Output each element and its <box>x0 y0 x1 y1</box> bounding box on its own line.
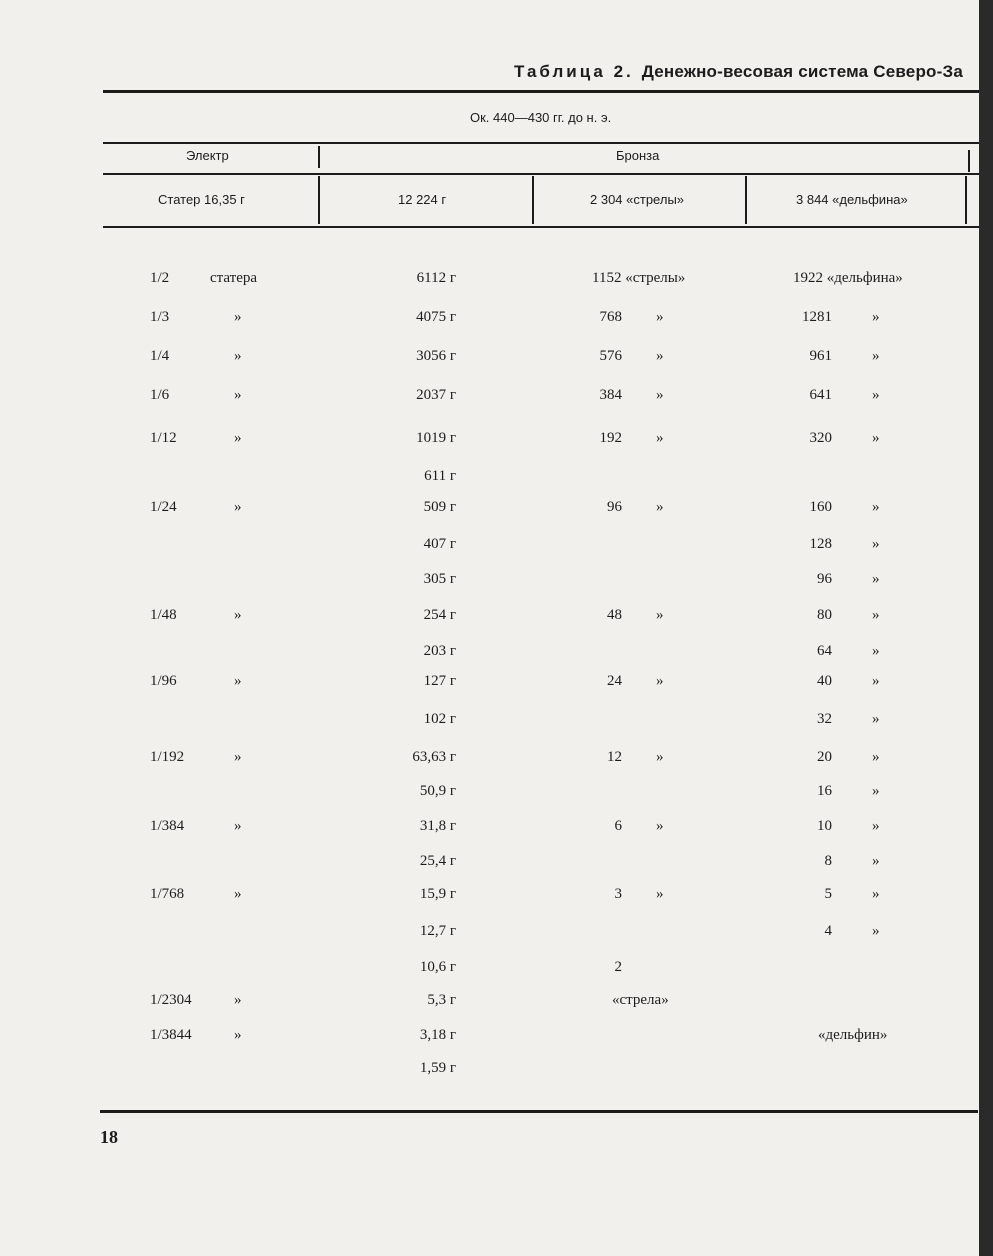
ditto-mark: » <box>234 348 242 364</box>
fraction-cell: 1/4 <box>150 348 170 364</box>
ditto-mark: » <box>656 348 664 364</box>
ditto-mark: » <box>234 499 242 515</box>
ditto-mark: » <box>234 886 242 902</box>
fraction-cell: 1/768 <box>150 886 185 902</box>
grams-cell: 611 г <box>424 468 456 484</box>
group-divider <box>318 146 320 168</box>
fraction-cell: 1/24 <box>150 499 177 515</box>
col-header-grams: 12 224 г <box>398 192 447 207</box>
header-divider-2 <box>532 176 534 224</box>
table-label: Таблица 2. <box>513 62 634 81</box>
ditto-mark: » <box>234 673 242 689</box>
fraction-cell: 1/96 <box>150 673 177 689</box>
grams-cell: 6112 г <box>416 270 456 286</box>
ditto-mark: » <box>872 853 880 869</box>
fraction-cell: 1/2 <box>150 270 170 286</box>
ditto-mark: » <box>234 387 242 403</box>
fraction-cell: 1/192 <box>150 749 185 765</box>
grams-cell: 2037 г <box>416 387 456 403</box>
grams-cell: 12,7 г <box>419 923 456 939</box>
arrows-cell: 3 <box>614 886 622 902</box>
ditto-mark: » <box>234 430 242 446</box>
ditto-mark: » <box>656 886 664 902</box>
bottom-rule <box>100 1110 978 1113</box>
group-bronze: Бронза <box>616 148 660 163</box>
dolphins-cell: 8 <box>824 853 832 869</box>
unit-word: статера <box>210 270 258 286</box>
period-rule <box>103 142 979 144</box>
ditto-mark: » <box>872 923 880 939</box>
dolphins-cell: 128 <box>809 536 832 552</box>
ditto-mark: » <box>872 749 880 765</box>
ditto-mark: » <box>872 711 880 727</box>
ditto-mark: » <box>234 1027 242 1043</box>
dolphins-cell: 5 <box>824 886 832 902</box>
ditto-mark: » <box>234 607 242 623</box>
dolphins-cell: 320 <box>809 430 832 446</box>
grams-cell: 509 г <box>423 499 456 515</box>
grams-cell: 305 г <box>423 571 456 587</box>
arrows-cell: 12 <box>607 749 622 765</box>
ditto-mark: » <box>656 499 664 515</box>
top-rule <box>103 90 979 93</box>
grams-cell: 10,6 г <box>419 959 456 975</box>
fraction-cell: 1/6 <box>150 387 170 403</box>
ditto-mark: » <box>656 309 664 325</box>
ditto-mark: » <box>234 818 242 834</box>
grams-cell: 254 г <box>423 607 456 623</box>
table-title <box>514 62 963 82</box>
arrows-cell: 2 <box>614 959 622 975</box>
ditto-mark: » <box>656 387 664 403</box>
ditto-mark: » <box>872 430 880 446</box>
arrows-cell: 1152 «стрелы» <box>592 270 686 286</box>
dolphins-cell: 160 <box>809 499 832 515</box>
dolphins-cell: 16 <box>817 783 832 799</box>
header-divider-1 <box>318 176 320 224</box>
arrows-cell: 576 <box>599 348 622 364</box>
ditto-mark: » <box>872 536 880 552</box>
dolphins-cell: 40 <box>817 673 832 689</box>
ditto-mark: » <box>656 673 664 689</box>
dolphins-cell: 961 <box>809 348 832 364</box>
dolphins-cell: 64 <box>817 643 832 659</box>
ditto-mark: » <box>872 818 880 834</box>
dolphins-cell: 641 <box>809 387 832 403</box>
dolphins-cell: 80 <box>817 607 832 623</box>
ditto-mark: » <box>234 749 242 765</box>
arrows-cell: 48 <box>607 607 622 623</box>
col-header-stater: Статер 16,35 г <box>158 192 245 207</box>
grams-cell: 1019 г <box>416 430 456 446</box>
grams-cell: 25,4 г <box>419 853 456 869</box>
dolphins-cell: 20 <box>817 749 832 765</box>
dolphins-cell: 1281 <box>802 309 832 325</box>
ditto-mark: » <box>872 387 880 403</box>
ditto-mark: » <box>872 783 880 799</box>
grams-cell: 50,9 г <box>419 783 456 799</box>
arrows-cell: 24 <box>607 673 622 689</box>
grams-cell: 15,9 г <box>419 886 456 902</box>
group-rule <box>103 173 979 175</box>
fraction-cell: 1/48 <box>150 607 177 623</box>
page-edge <box>979 0 993 1256</box>
ditto-mark: » <box>872 571 880 587</box>
col-header-dolphins: 3 844 «дельфина» <box>796 192 908 207</box>
grams-cell: 127 г <box>423 673 456 689</box>
ditto-mark: » <box>656 430 664 446</box>
arrows-cell: 768 <box>599 309 622 325</box>
header-divider-3 <box>745 176 747 224</box>
fraction-cell: 1/384 <box>150 818 185 834</box>
grams-cell: 31,8 г <box>419 818 456 834</box>
ditto-mark: » <box>872 499 880 515</box>
ditto-mark: » <box>872 607 880 623</box>
dolphins-cell: 1922 «дельфина» <box>793 270 903 286</box>
arrows-cell: 6 <box>614 818 622 834</box>
ditto-mark: » <box>656 607 664 623</box>
ditto-mark: » <box>872 673 880 689</box>
arrows-cell: 96 <box>607 499 622 515</box>
fraction-cell: 1/2304 <box>150 992 192 1008</box>
group-right-edge <box>968 150 970 172</box>
dolphins-cell: «дельфин» <box>818 1027 888 1043</box>
ditto-mark: » <box>656 818 664 834</box>
grams-cell: 102 г <box>423 711 456 727</box>
grams-cell: 407 г <box>423 536 456 552</box>
grams-cell: 203 г <box>423 643 456 659</box>
ditto-mark: » <box>872 886 880 902</box>
grams-cell: 5,3 г <box>427 992 456 1008</box>
dolphins-cell: 10 <box>817 818 832 834</box>
table-caption: Денежно-весовая система Северо-За <box>641 62 963 81</box>
arrows-cell: «стрела» <box>612 992 669 1008</box>
arrows-cell: 384 <box>599 387 622 403</box>
grams-cell: 1,59 г <box>419 1060 456 1076</box>
ditto-mark: » <box>656 749 664 765</box>
period-heading: Ок. 440—430 гг. до н. э. <box>470 110 612 125</box>
ditto-mark: » <box>234 992 242 1008</box>
ditto-mark: » <box>872 309 880 325</box>
dolphins-cell: 96 <box>817 571 832 587</box>
header-bottom-rule <box>103 226 979 228</box>
fraction-cell: 1/3 <box>150 309 170 325</box>
grams-cell: 63,63 г <box>412 749 456 765</box>
col-header-arrows: 2 304 «стрелы» <box>590 192 685 207</box>
fraction-cell: 1/3844 <box>150 1027 192 1043</box>
page-number: 18 <box>100 1127 118 1147</box>
arrows-cell: 192 <box>599 430 622 446</box>
grams-cell: 3056 г <box>416 348 456 364</box>
dolphins-cell: 4 <box>824 923 832 939</box>
dolphins-cell: 32 <box>817 711 832 727</box>
ditto-mark: » <box>234 309 242 325</box>
grams-cell: 4075 г <box>416 309 456 325</box>
ditto-mark: » <box>872 348 880 364</box>
fraction-cell: 1/12 <box>150 430 177 446</box>
grams-cell: 3,18 г <box>419 1027 456 1043</box>
group-electrum: Электр <box>186 148 229 163</box>
header-divider-4 <box>965 176 967 224</box>
ditto-mark: » <box>872 643 880 659</box>
